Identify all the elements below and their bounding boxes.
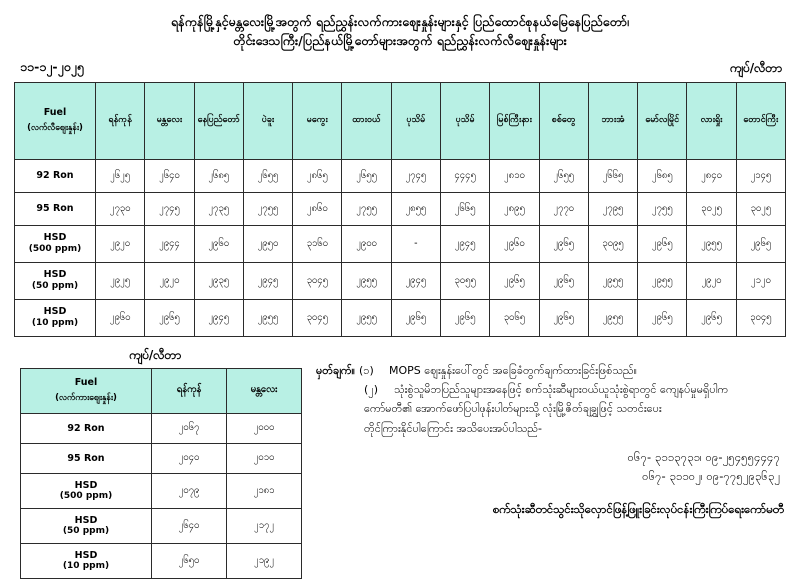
main-table-unit: ကျပ်/လီတာ	[729, 60, 782, 75]
row-label-sub: (500 ppm)	[59, 491, 113, 502]
row-label	[15, 299, 96, 336]
price-cell: ၂၉၆၅	[638, 299, 687, 336]
price-cell: ၂၉၅၅	[342, 299, 391, 336]
price-cell: -	[391, 225, 440, 262]
price-cell: ၂၉၃၅	[194, 262, 243, 299]
notes-block	[300, 347, 786, 519]
note-item	[316, 361, 786, 380]
table-row	[21, 508, 302, 543]
price-cell: ၂၇၄၅	[145, 192, 194, 225]
price-cell: ၂၉၂၀	[96, 225, 145, 262]
price-cell: ၂၇၅၅	[638, 192, 687, 225]
price-cell: ၂၉၆၅	[736, 225, 785, 262]
price-cell: ၂၈၄၀	[687, 159, 736, 192]
column-header-fuel	[21, 368, 152, 413]
price-cell: ၃၀၆၅	[490, 299, 539, 336]
note-item	[316, 380, 786, 399]
price-cell: ၃၀၄၅	[293, 299, 342, 336]
price-cell: ၂၆၅၅	[342, 159, 391, 192]
title-block	[14, 12, 786, 51]
page-title-line1: ရန်ကုန်မြို့နှင့်မန္တလေးမြို့အတွက် ရည်ညွှန်းလက်ကားဈေးနှုန်းများနှင့် ပြည်ထောင်စုနယ်မြေနေပြည်တော်၊	[170, 14, 630, 29]
price-cell: ၂၉၄၄	[145, 225, 194, 262]
column-header-city: မန္တလေး	[227, 368, 302, 413]
row-label: 92 Ron	[15, 159, 96, 192]
price-cell: ၃၀၂၅	[736, 192, 785, 225]
issuing-committee: စက်သုံးဆီတင်သွင်းသိုလှောင်ဖြန့်ဖြူးခြင်းလုပ်ငန်းကြီးကြပ်ရေးကော်မတီ	[492, 501, 784, 516]
note-number: (၂)	[364, 383, 378, 396]
phone-line: ၀၆၇- ၃၁၁၀၂၊ ၀၉-၇၇၅၂၉၃၆၃၂	[642, 469, 780, 484]
price-cell: ၂၆၈၅	[638, 159, 687, 192]
column-header-city: ရန်ကုန်	[96, 82, 145, 159]
price-cell: ၂၈၆၅	[293, 159, 342, 192]
price-cell: ၂၇၃၀	[96, 192, 145, 225]
price-cell: ၂၁၈၁	[227, 473, 302, 508]
retail-price-table-body	[15, 159, 786, 336]
wholesale-table-unit: ကျပ်/လီတာ	[128, 347, 182, 362]
table-row	[15, 262, 786, 299]
column-header-city: မကွေး	[293, 82, 342, 159]
column-header-fuel	[15, 82, 96, 159]
wholesale-price-table	[20, 368, 302, 579]
price-cell: ၂၉၆၅	[539, 225, 588, 262]
row-label	[15, 262, 96, 299]
price-cell: ၂၉၆၅	[440, 299, 489, 336]
price-cell: ၂၇၇၀	[539, 192, 588, 225]
note-number: (၁)	[359, 363, 374, 377]
price-cell: ၂၁၂၀	[736, 262, 785, 299]
price-cell: ၂၇၃၅	[194, 192, 243, 225]
row-label: 92 Ron	[21, 413, 152, 443]
row-label-sub: (50 ppm)	[31, 281, 79, 292]
price-cell: ၂၈၉၅	[490, 192, 539, 225]
table-row	[21, 473, 302, 508]
row-label: 95 Ron	[21, 443, 152, 473]
price-cell: ၂၇၅၅	[342, 192, 391, 225]
page-title-line2: တိုင်းဒေသကြီး/ပြည်နယ်မြို့တော်များအတွက် ရည်ညွှန်းလက်လီဈေးနှုန်းများ	[233, 33, 567, 49]
row-label-sub: (10 ppm)	[31, 318, 79, 329]
price-cell: ၃၁၆၀	[293, 225, 342, 262]
price-cell: ၂၀၀၀	[227, 413, 302, 443]
price-cell: ၂၆၆၅	[588, 159, 637, 192]
note-text-line: ကော်မတီ၏ အောက်ဖော်ပြပါဖုန်းပါတ်များသို့ လုံးမြို့ဇိတ်ချချွှဖြင့် သတင်းပေး	[364, 402, 662, 416]
retail-price-table-head	[15, 82, 786, 159]
price-cell: ၂၉၄၅	[391, 262, 440, 299]
table-header-row	[15, 82, 786, 159]
table-row	[21, 413, 302, 443]
price-cell: ၂၉၅၅	[342, 262, 391, 299]
column-header-city: မော်လမြိုင်	[638, 82, 687, 159]
row-label	[15, 225, 96, 262]
price-cell: ၂၆၂၅	[96, 159, 145, 192]
price-cell: ၂၁၉၂	[227, 543, 302, 578]
note-text-line: တိုင်ကြားနိုင်ပါကြောင်း အသိပေးအပ်ပါသည်-	[364, 421, 542, 435]
column-header-city: မန္တလေး	[145, 82, 194, 159]
table-row	[15, 225, 786, 262]
meta-row	[14, 59, 786, 78]
fuel-header-sub: (လက်လီဈေးနှုန်း)	[27, 123, 83, 134]
price-cell: ၂၀၆၇	[152, 413, 227, 443]
price-cell: ၃၀၅၅	[440, 262, 489, 299]
price-cell: ၂၉၆၅	[539, 262, 588, 299]
price-cell: ၂၀၄၀	[152, 443, 227, 473]
row-label-sub: (500 ppm)	[28, 244, 82, 255]
price-cell: ၂၇၄၅	[391, 159, 440, 192]
price-cell: ၂၆၈၅	[194, 159, 243, 192]
price-cell: ၂၉၅၀	[243, 225, 292, 262]
price-cell: ၂၉၅၅	[638, 262, 687, 299]
price-cell: ၃၀၉၅	[588, 225, 637, 262]
column-header-city: ဘားအံ	[588, 82, 637, 159]
price-cell: ၂၆၅၀	[152, 543, 227, 578]
fuel-header-label: Fuel	[43, 107, 67, 119]
price-cell: ၂၁၇၂	[227, 508, 302, 543]
price-cell: ၂၉၀၀	[342, 225, 391, 262]
row-label-sub: (10 ppm)	[62, 561, 110, 572]
fuel-header-label: Fuel	[74, 377, 98, 389]
column-header-city: တောင်ကြီး	[736, 82, 785, 159]
price-cell: ၃၀၄၅	[736, 299, 785, 336]
table-header-row	[21, 368, 302, 413]
price-cell: ၃၀၄၅	[293, 262, 342, 299]
price-cell: ၂၁၄၅	[736, 159, 785, 192]
column-header-city: စစ်တွေ	[539, 82, 588, 159]
price-cell: ၂၉၄၅	[243, 262, 292, 299]
table-row	[15, 299, 786, 336]
report-date: ၁၁-၁၂-၂၀၂၅	[20, 58, 84, 74]
table-row	[21, 443, 302, 473]
row-label-sub: (50 ppm)	[62, 526, 110, 537]
price-cell: ၂၉၆၅	[638, 225, 687, 262]
column-header-city: မြစ်ကြီးနား	[490, 82, 539, 159]
price-cell: ၂၆၄၀	[145, 159, 194, 192]
price-cell: ၂၉၆၅	[391, 299, 440, 336]
row-label-text: HSD	[74, 480, 98, 492]
column-header-city: ပုသိမ်	[391, 82, 440, 159]
price-cell: ၂၇၅၅	[243, 192, 292, 225]
price-cell: ၂၉၆၅	[539, 299, 588, 336]
phone-line: ၀၆၇- ၃၁၁၃၇၃၁၊ ၀၉-၂၅၄၅၅၄၄၄၇	[627, 449, 780, 464]
price-cell: ၂၉၆၀	[96, 299, 145, 336]
price-cell: ၂၉၆၅	[145, 299, 194, 336]
price-cell: ၂၇၉၅	[588, 192, 637, 225]
wholesale-price-table-body	[21, 413, 302, 578]
price-cell: ၂၉၂၅	[96, 262, 145, 299]
fuel-header-sub: (လက်ကားဈေးနှုန်း)	[55, 392, 117, 403]
row-label-text: HSD	[43, 232, 67, 244]
row-label-text: HSD	[74, 515, 98, 527]
column-header-city: လားရှိုး	[687, 82, 736, 159]
column-header-city: ပဲခူး	[243, 82, 292, 159]
row-label	[21, 508, 152, 543]
price-cell: ၂၉၄၅	[194, 299, 243, 336]
price-cell: ၂၈၆၀	[293, 192, 342, 225]
price-cell: ၂၉၆၀	[194, 225, 243, 262]
price-cell: ၂၉၄၅	[440, 225, 489, 262]
table-row	[15, 159, 786, 192]
price-cell: ၂၈၅၅	[391, 192, 440, 225]
note-continuation	[316, 399, 786, 438]
price-cell: ၂၉၅၅	[588, 262, 637, 299]
price-cell: ၂၉၅၅	[588, 299, 637, 336]
price-cell: ၂၀၁၀	[227, 443, 302, 473]
price-cell: ၂၆၄၀	[152, 508, 227, 543]
price-cell: ၃၀၂၅	[687, 192, 736, 225]
price-cell: ၂၉၅၅	[687, 225, 736, 262]
price-cell: ၄၄၄၅	[440, 159, 489, 192]
column-header-city: ရန်ကုန်	[152, 368, 227, 413]
column-header-city: ထားဝယ်	[342, 82, 391, 159]
price-cell: ၂၉၂၀	[687, 262, 736, 299]
row-label	[21, 543, 152, 578]
note-text: သုံးစွဲသူမိဘပြည်သူများအနေဖြင့် စက်သုံးဆီများဝယ်ယူသုံးစွဲရာတွင် ကျေနပ်မှုမရှိပါက	[394, 383, 729, 396]
notes-label: မှတ်ချက်။	[316, 363, 356, 377]
price-cell: ၂၈၁၀	[490, 159, 539, 192]
wholesale-block	[14, 347, 300, 579]
contact-phones	[316, 448, 786, 487]
price-cell: ၂၆၆၅	[440, 192, 489, 225]
row-label-text: HSD	[43, 269, 67, 281]
price-cell: ၂၆၅၅	[243, 159, 292, 192]
price-cell: ၂၉၆၅	[687, 299, 736, 336]
price-cell: ၂၉၅၅	[243, 299, 292, 336]
price-cell: ၂၉၆၀	[490, 225, 539, 262]
wholesale-price-table-head	[21, 368, 302, 413]
column-header-city: နေပြည်တော်	[194, 82, 243, 159]
price-cell: ၂၀၇၉	[152, 473, 227, 508]
column-header-city: ပုသိမ်	[440, 82, 489, 159]
lower-section	[14, 347, 786, 579]
row-label-text: HSD	[43, 306, 67, 318]
row-label	[21, 473, 152, 508]
row-label: 95 Ron	[15, 192, 96, 225]
table-row	[15, 192, 786, 225]
row-label-text: HSD	[74, 550, 98, 562]
price-cell: ၂၆၅၅	[539, 159, 588, 192]
retail-price-table	[14, 82, 786, 337]
table-row	[21, 543, 302, 578]
note-text: MOPS ဈေးနှုန်းပေါ်တွင် အခြေခံတွက်ချက်ထားခြင်းဖြစ်သည်။	[389, 363, 637, 377]
price-cell: ၂၉၂၀	[145, 262, 194, 299]
price-cell: ၂၉၆၅	[490, 262, 539, 299]
